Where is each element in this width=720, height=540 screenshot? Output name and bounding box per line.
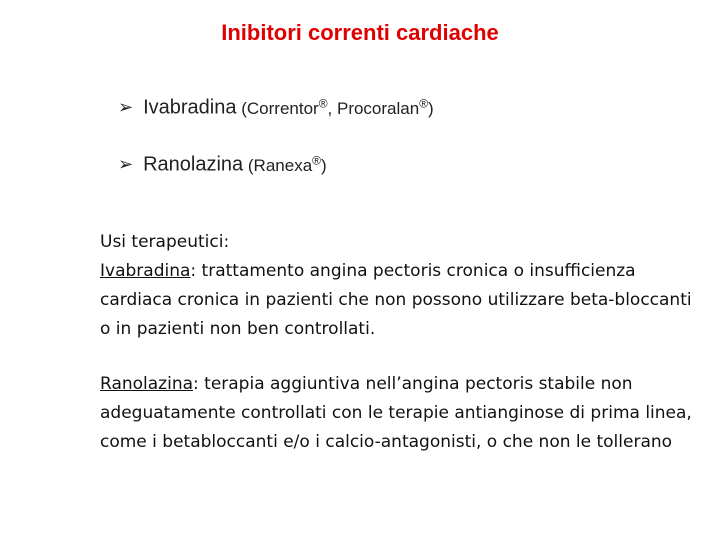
drug-name: Ranolazina (143, 153, 244, 176)
brand-names (236, 96, 434, 118)
registered-mark: ® (312, 153, 321, 167)
uses-heading: Usi terapeutici: (100, 232, 230, 252)
drug-name: Ivabradina (143, 96, 237, 119)
bullet-ivabradina (118, 96, 434, 120)
brand-text: ) (428, 98, 434, 118)
ivabradina-link-text: Ivabradina (100, 261, 191, 281)
registered-mark: ® (419, 96, 429, 110)
registered-mark: ® (318, 96, 328, 110)
ivabradina-text: : trattamento angina pectoris cronica o insufficienza cardiaca cronica in pazienti che non possono utilizzare beta-bloccanti o in pazienti non ben controllati. (100, 261, 692, 339)
brand-text: (Correntor (236, 98, 319, 118)
uses-ivabradina-paragraph (100, 228, 700, 344)
uses-ranolazina-paragraph (100, 370, 700, 457)
brand-text: , Procoralan (327, 98, 420, 118)
ranolazina-link-text: Ranolazina (100, 374, 194, 394)
brand-names (243, 153, 327, 175)
arrow-bullet-icon: ➢ (118, 153, 134, 174)
ivabradina-description (100, 257, 700, 344)
bullet-ranolazina (118, 153, 327, 177)
ranolazina-text: : terapia aggiuntiva nell’angina pectoris stabile non adeguatamente controllati con le terapie antianginose di prima linea, come i betabloccanti e/o i calcio-antagonisti, o che non le tollerano (100, 374, 692, 452)
slide-title: Inibitori correnti cardiache (221, 20, 499, 45)
brand-text: (Ranexa (243, 155, 313, 175)
brand-text: ) (321, 155, 327, 175)
arrow-bullet-icon: ➢ (118, 96, 134, 117)
